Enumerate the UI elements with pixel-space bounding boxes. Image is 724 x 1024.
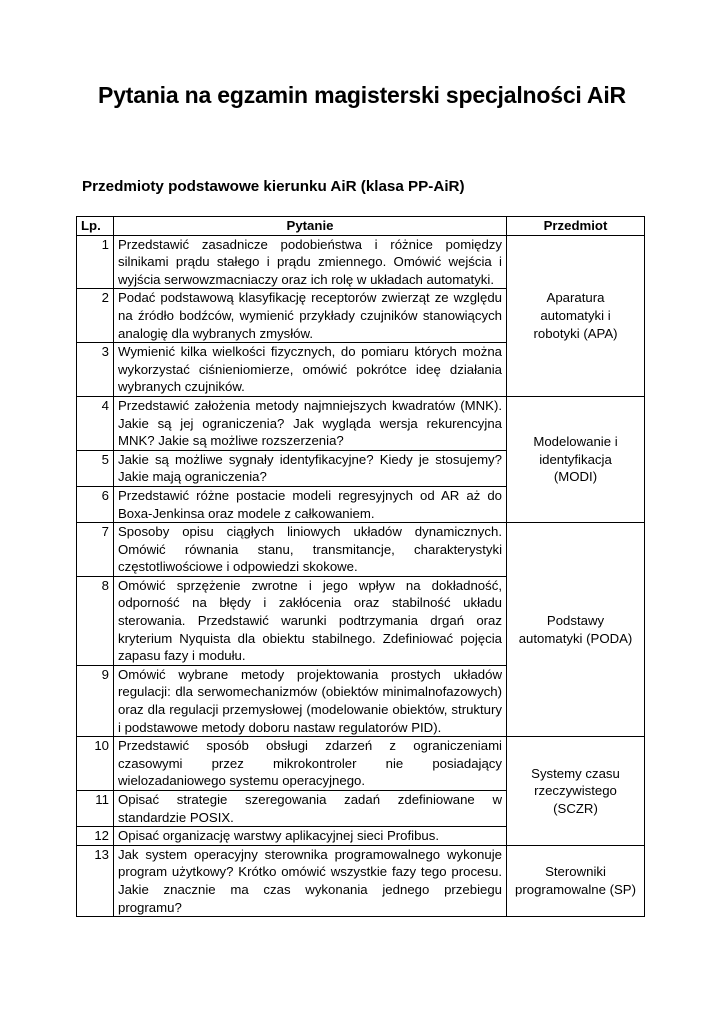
row-number: 3 (77, 343, 114, 397)
table-header-row (77, 217, 645, 236)
header-subject: Przedmiot (507, 217, 645, 236)
row-number: 13 (77, 845, 114, 916)
question-text: Opisać organizację warstwy aplikacyjnej sieci Profibus. (114, 827, 507, 846)
question-text: Przedstawić różne postacie modeli regresyjnych od AR aż do Boxa-Jenkinsa oraz modele z całkowaniem. (114, 486, 507, 522)
subject-apa-label: Aparatura automatyki i robotyki (APA) (533, 290, 618, 341)
table-row (77, 845, 645, 916)
header-question: Pytanie (114, 217, 507, 236)
row-number: 9 (77, 665, 114, 736)
row-number: 1 (77, 235, 114, 289)
page-title: Pytania na egzamin magisterski specjalności AiR (98, 82, 626, 108)
row-number: 6 (77, 486, 114, 522)
subject-poda (507, 523, 645, 737)
question-text: Opisać strategie szeregowania zadań zdefiniowane w standardzie POSIX. (114, 791, 507, 827)
question-text: Przedstawić zasadnicze podobieństwa i różnice pomiędzy silnikami prądu stałego i prądu zmiennego. Omówić wejścia i wyjścia serwowzmacniaczy oraz ich rolę w układach automatyki. (114, 235, 507, 289)
subject-sczr (507, 737, 645, 846)
table-row (77, 396, 645, 450)
question-text: Przedstawić założenia metody najmniejszych kwadratów (MNK). Jakie są jej ograniczenia? Jak wygląda wersja rekurencyjna MNK? Jakie są możliwe rozszerzenia? (114, 396, 507, 450)
question-text: Sposoby opisu ciągłych liniowych układów dynamicznych. Omówić równania stanu, transmitancje, charakterystyki częstotliwościowe i odpowiedzi skokowe. (114, 523, 507, 577)
subject-sp-label: Sterowniki programowalne (SP) (515, 864, 636, 897)
row-number: 2 (77, 289, 114, 343)
subject-apa (507, 235, 645, 396)
row-number: 8 (77, 576, 114, 665)
subject-modi (507, 396, 645, 522)
question-text: Podać podstawową klasyfikację receptorów zwierząt ze względu na źródło bodźców, wymienić przykłady czujników stanowiących analogię dla wybranych zmysłów. (114, 289, 507, 343)
subject-modi-label: Modelowanie i identyfikacja (MODI) (533, 434, 618, 485)
row-number: 11 (77, 791, 114, 827)
subject-poda-label: Podstawy automatyki (PODA) (518, 613, 633, 646)
table-row (77, 737, 645, 791)
question-text: Omówić wybrane metody projektowania prostych układów regulacji: dla serwomechanizmów (obiektów minimalnofazowych) oraz dla regulacji przemysłowej (modelowanie obiektów, struktury i podstawowe metody doboru nastaw regulatorów PID). (114, 665, 507, 736)
question-text: Wymienić kilka wielkości fizycznych, do pomiaru których można wykorzystać ciśnieniomierze, omówić pokrótce ideę działania wybranych czujników. (114, 343, 507, 397)
question-text: Jak system operacyjny sterownika programowalnego wykonuje program użytkowy? Krótko omówić wszystkie fazy tego procesu. Jakie znacznie ma czas wykonania jednego przebiegu programu? (114, 845, 507, 916)
subject-sczr-label: Systemy czasu rzeczywistego (SCZR) (531, 765, 620, 816)
question-text: Przedstawić sposób obsługi zdarzeń z ograniczeniami czasowymi przez mikrokontroler nie posiadający wielozadaniowego systemu operacyjnego. (114, 737, 507, 791)
row-number: 5 (77, 450, 114, 486)
subject-sp (507, 845, 645, 916)
row-number: 12 (77, 827, 114, 846)
row-number: 7 (77, 523, 114, 577)
section-heading: Przedmioty podstawowe kierunku AiR (klasa PP-AiR) (82, 178, 465, 195)
table-row (77, 235, 645, 289)
question-text: Omówić sprzężenie zwrotne i jego wpływ na dokładność, odporność na błędy i zakłócenia oraz stabilność układu sterowania. Przedstawić warunki podtrzymania drgań oraz kryterium Nyquista dla obiektu stabilnego. Zdefiniować pojęcia zapasu fazy i modułu. (114, 576, 507, 665)
question-text: Jakie są możliwe sygnały identyfikacyjne? Kiedy je stosujemy? Jakie mają ograniczenia? (114, 450, 507, 486)
table-row (77, 523, 645, 577)
header-lp: Lp. (77, 217, 114, 236)
row-number: 10 (77, 737, 114, 791)
row-number: 4 (77, 396, 114, 450)
questions-table (76, 216, 645, 917)
